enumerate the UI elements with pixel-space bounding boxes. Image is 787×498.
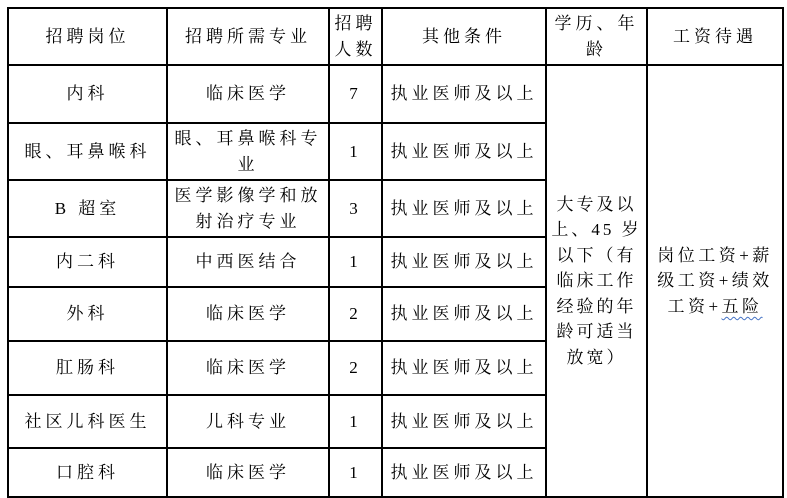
cell-other-conditions: 执业医师及以上 — [382, 123, 546, 180]
cell-education-age-merged: 大专及以上、45 岁以下（有临床工作经验的年龄可适当放宽） — [546, 65, 647, 497]
cell-major: 中西医结合 — [167, 237, 329, 287]
cell-other-conditions: 执业医师及以上 — [382, 448, 546, 497]
column-header-count: 招聘人数 — [329, 8, 382, 65]
cell-other-conditions: 执业医师及以上 — [382, 341, 546, 395]
cell-other-conditions: 执业医师及以上 — [382, 395, 546, 448]
table-row — [8, 65, 783, 123]
cell-salary-merged — [647, 65, 783, 497]
cell-other-conditions: 执业医师及以上 — [382, 237, 546, 287]
column-header-other-conditions: 其他条件 — [382, 8, 546, 65]
cell-position: 社区儿科医生 — [8, 395, 167, 448]
column-header-salary: 工资待遇 — [647, 8, 783, 65]
cell-major: 临床医学 — [167, 65, 329, 123]
column-header-position: 招聘岗位 — [8, 8, 167, 65]
cell-other-conditions: 执业医师及以上 — [382, 65, 546, 123]
cell-major: 临床医学 — [167, 341, 329, 395]
cell-position: 外科 — [8, 287, 167, 341]
cell-position: B 超室 — [8, 180, 167, 237]
header-row — [8, 8, 783, 65]
cell-count: 1 — [329, 237, 382, 287]
cell-position: 肛肠科 — [8, 341, 167, 395]
cell-count: 1 — [329, 123, 382, 180]
salary-wuxian-wavy-underline: 五险 — [721, 296, 763, 316]
cell-count: 1 — [329, 448, 382, 497]
cell-count: 7 — [329, 65, 382, 123]
salary-text: 岗位工资+薪级工资+绩效工资+ — [657, 245, 773, 316]
recruitment-table — [7, 7, 784, 498]
cell-position: 内科 — [8, 65, 167, 123]
cell-position: 内二科 — [8, 237, 167, 287]
cell-count: 3 — [329, 180, 382, 237]
cell-major: 临床医学 — [167, 287, 329, 341]
cell-major: 眼、耳鼻喉科专业 — [167, 123, 329, 180]
cell-position: 口腔科 — [8, 448, 167, 497]
column-header-education-age: 学历、年龄 — [546, 8, 647, 65]
cell-count: 2 — [329, 287, 382, 341]
cell-major: 医学影像学和放射治疗专业 — [167, 180, 329, 237]
cell-other-conditions: 执业医师及以上 — [382, 180, 546, 237]
column-header-major: 招聘所需专业 — [167, 8, 329, 65]
cell-major: 临床医学 — [167, 448, 329, 497]
cell-count: 1 — [329, 395, 382, 448]
cell-position: 眼、耳鼻喉科 — [8, 123, 167, 180]
cell-count: 2 — [329, 341, 382, 395]
cell-major: 儿科专业 — [167, 395, 329, 448]
cell-other-conditions: 执业医师及以上 — [382, 287, 546, 341]
